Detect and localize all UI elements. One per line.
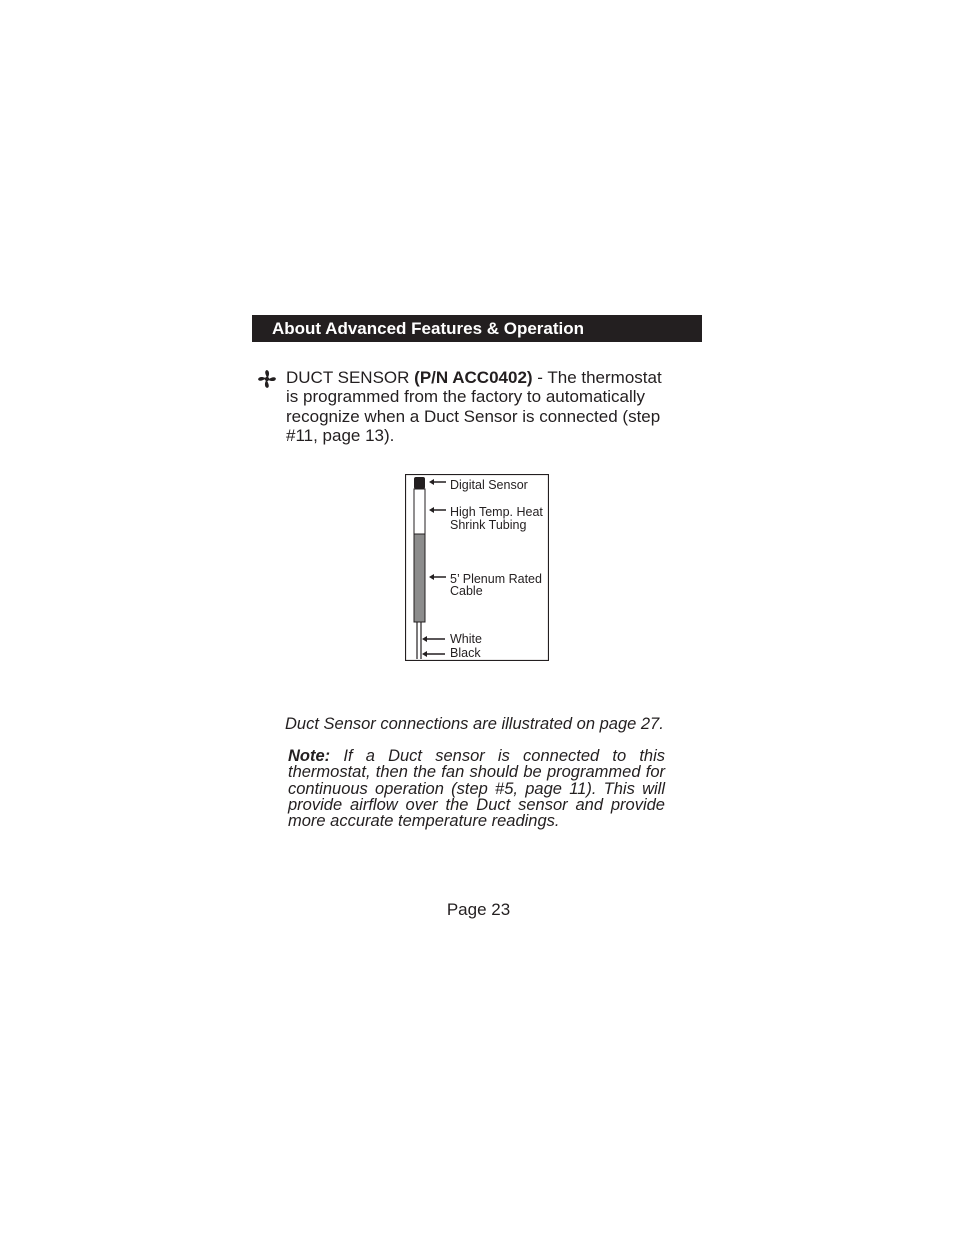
page-number: Page 23 — [446, 900, 511, 919]
arrow-icon — [422, 636, 445, 642]
label-cable-line1: 5’ Plenum Rated — [450, 572, 542, 586]
arrow-icon — [429, 507, 446, 513]
section-header — [252, 315, 702, 342]
intro-lead: DUCT SENSOR — [286, 368, 415, 387]
label-tubing-line2: Shrink Tubing — [450, 518, 527, 532]
label-white-wire: White — [450, 632, 482, 646]
fan-icon — [257, 369, 277, 389]
intro-body: - The thermostat is programmed from the factory to automatically recognize when a Duct Sensor is connected (step #11, page 13). — [286, 368, 662, 445]
note-text: If a Duct sensor is connected to this thermostat, then the fan should be programmed for continuous operation (step #5, page 11). This will provide airflow over the Duct sensor and provide more accurate temperature readings. — [288, 747, 665, 831]
duct-sensor-diagram — [405, 474, 549, 661]
label-digital-sensor: Digital Sensor — [450, 478, 528, 492]
part-number: (P/N ACC0402) — [414, 368, 533, 387]
label-cable-line2: Cable — [450, 584, 483, 598]
section-title: About Advanced Features & Operation — [272, 319, 585, 338]
note-label: Note: — [288, 747, 331, 765]
diagram-caption: Duct Sensor connections are illustrated on page 27. — [285, 715, 664, 733]
label-black-wire: Black — [450, 646, 481, 660]
plenum-cable — [414, 534, 425, 622]
label-tubing-line1: High Temp. Heat — [450, 505, 543, 519]
arrow-icon — [422, 651, 445, 657]
arrow-icon — [429, 479, 446, 485]
shrink-tubing — [414, 489, 425, 534]
arrow-icon — [429, 574, 446, 580]
sensor-tip — [414, 477, 425, 489]
note-paragraph — [288, 748, 665, 829]
duct-sensor-paragraph — [286, 368, 666, 445]
